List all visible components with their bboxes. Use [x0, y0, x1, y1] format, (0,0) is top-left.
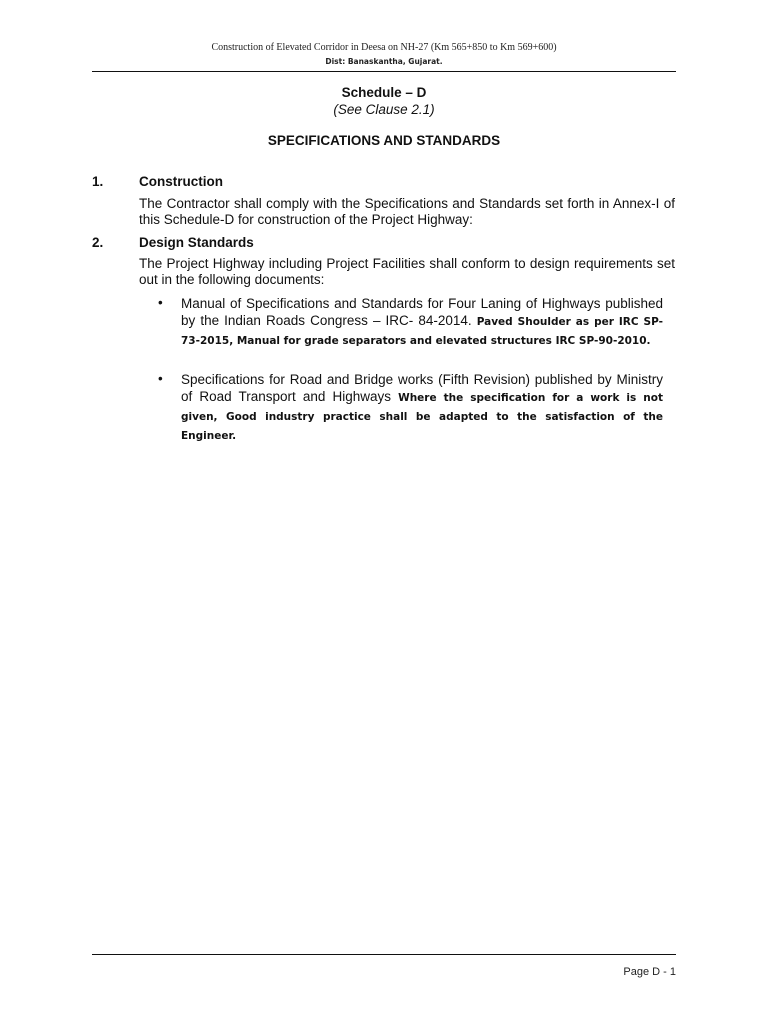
section-main-heading: SPECIFICATIONS AND STANDARDS — [267, 133, 501, 148]
section-1-number: 1. — [92, 174, 104, 189]
running-header-district: Dist: Banaskantha, Gujarat. — [325, 57, 443, 66]
bullet-2-bold-text: Where the specification for a work is not given, Good industry practice shall be adapted to the satisfaction of the Engineer. — [181, 392, 663, 442]
bullet-1-bold-text: Paved Shoulder as per IRC SP-73-2015, Manual for grade separators and elevated structures IRC SP-90-2010. — [181, 316, 663, 347]
list-item — [181, 295, 663, 350]
section-2-title: Design Standards — [139, 235, 254, 250]
bullet-marker: • — [158, 371, 163, 386]
footer-divider — [92, 954, 676, 955]
bullet-2-text: Specifications for Road and Bridge works (Fifth Revision) published by Ministry of Road Transport and Highways — [181, 372, 663, 404]
list-item — [181, 371, 663, 445]
section-1-title: Construction — [139, 174, 223, 189]
page-number: Page D - 1 — [623, 966, 676, 978]
schedule-clause-reference: (See Clause 2.1) — [333, 102, 435, 117]
header-divider — [92, 71, 676, 72]
bullet-marker: • — [158, 295, 163, 310]
bullet-1-text: Manual of Specifications and Standards for Four Laning of Highways published by the Indian Roads Congress – IRC- 84-2014. — [181, 296, 663, 328]
schedule-title: Schedule – D — [341, 85, 427, 100]
section-1-body: The Contractor shall comply with the Specifications and Standards set forth in Annex-I of this Schedule-D for construction of the Project Highway: — [139, 196, 675, 227]
section-2-number: 2. — [92, 235, 104, 250]
running-header-title: Construction of Elevated Corridor in Deesa on NH-27 (Km 565+850 to Km 569+600) — [211, 42, 557, 53]
section-2-body: The Project Highway including Project Facilities shall conform to design requirements set out in the following documents: — [139, 256, 675, 287]
